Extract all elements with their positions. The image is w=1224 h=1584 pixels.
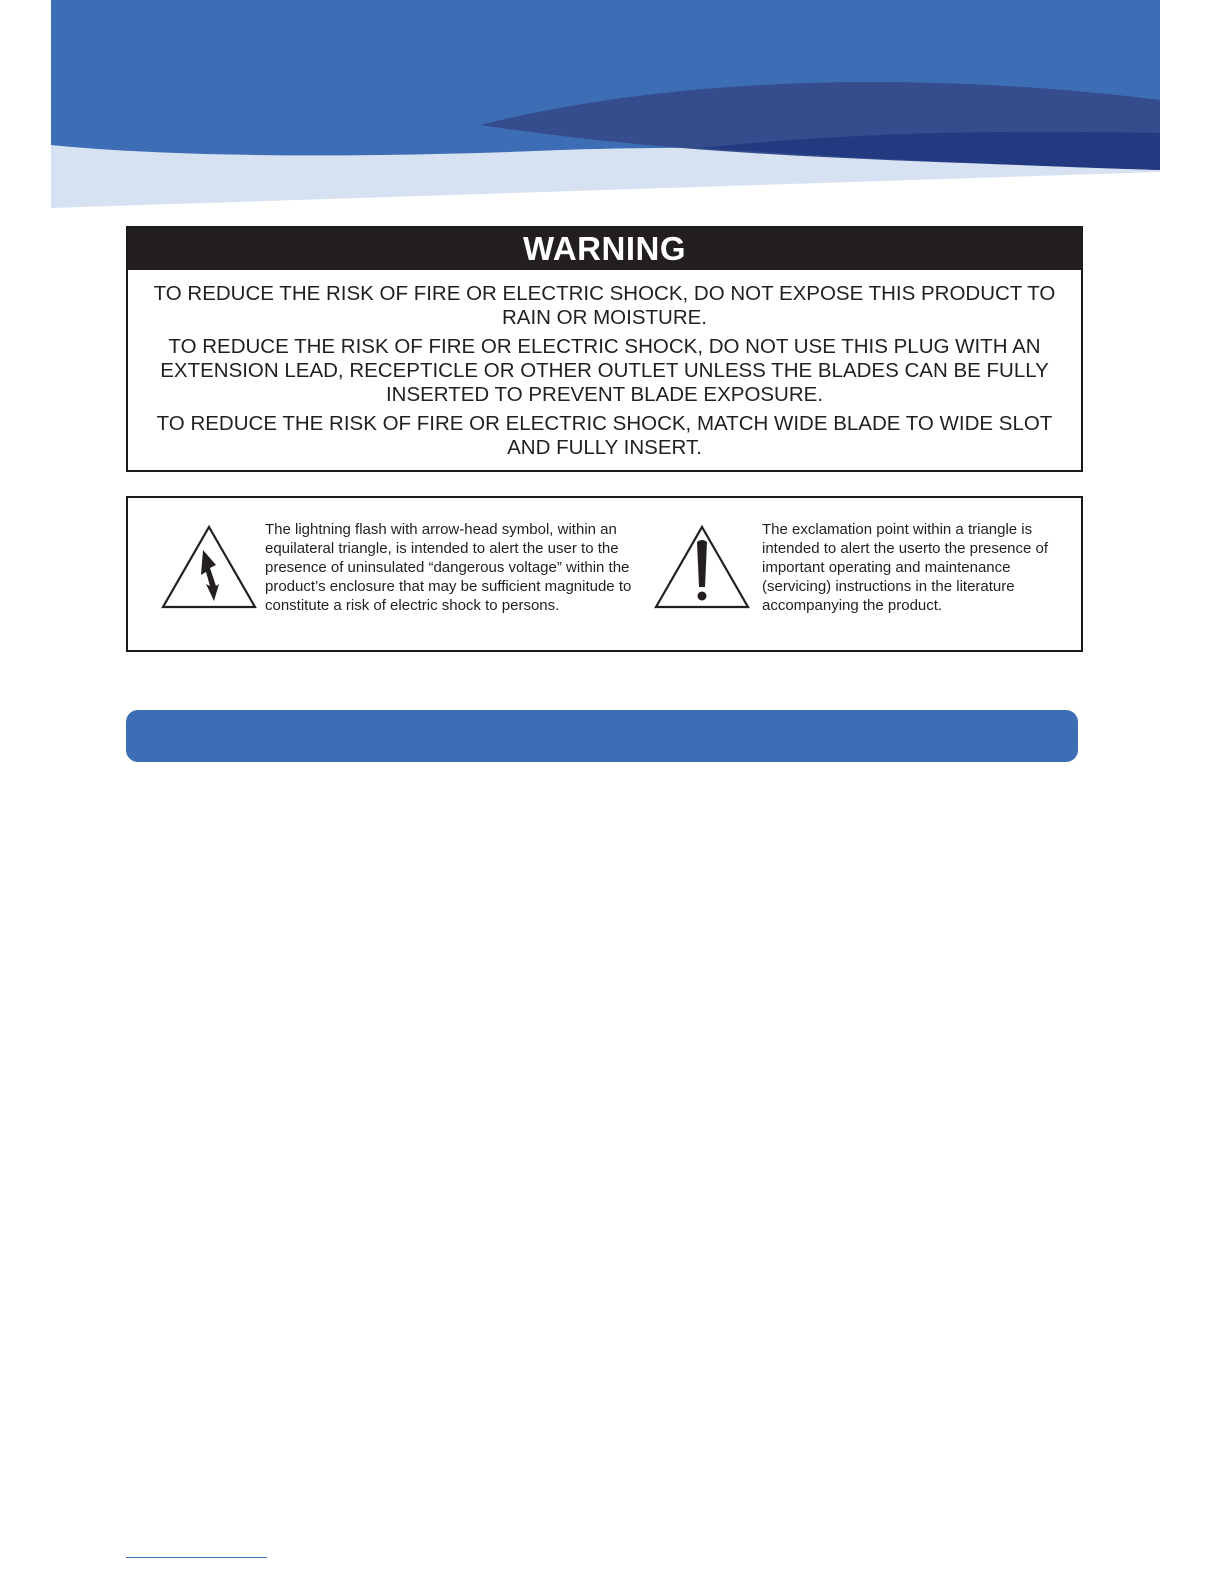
exclamation-triangle-icon bbox=[653, 524, 751, 610]
header-wave-banner bbox=[0, 0, 1224, 215]
warning-body bbox=[128, 270, 1081, 460]
warning-title: WARNING bbox=[128, 228, 1081, 270]
lightning-triangle-icon bbox=[160, 524, 258, 610]
warning-paragraph: TO REDUCE THE RISK OF FIRE OR ELECTRIC SHOCK, MATCH WIDE BLADE TO WIDE SLOT AND FULLY INSERT. bbox=[156, 412, 1053, 459]
warning-paragraph: TO REDUCE THE RISK OF FIRE OR ELECTRIC SHOCK, DO NOT EXPOSE THIS PRODUCT TO RAIN OR MOISTURE. bbox=[153, 282, 1056, 329]
footer-rule bbox=[126, 1557, 267, 1558]
warning-paragraph: TO REDUCE THE RISK OF FIRE OR ELECTRIC SHOCK, DO NOT USE THIS PLUG WITH AN EXTENSION LEAD, RECEPTICLE OR OTHER OUTLET UNLESS THE BLADES CAN BE FULLY INSERTED TO PREVENT BLADE EXPOSURE. bbox=[160, 335, 1049, 406]
warning-box bbox=[126, 226, 1083, 472]
section-header-bar bbox=[126, 710, 1078, 762]
safety-symbols-box bbox=[126, 496, 1083, 652]
exclamation-symbol-description: The exclamation point within a triangle is intended to alert the userto the presence of important operating and maintenance (servicing) instructions in the literature accompanying the product. bbox=[762, 521, 1049, 614]
lightning-symbol-description: The lightning flash with arrow-head symbol, within an equilateral triangle, is intended to alert the user to the presence of uninsulated “dangerous voltage” within the product’s enclosure that may be sufficient magnitude to constitute a risk of electric shock to persons. bbox=[265, 521, 632, 614]
